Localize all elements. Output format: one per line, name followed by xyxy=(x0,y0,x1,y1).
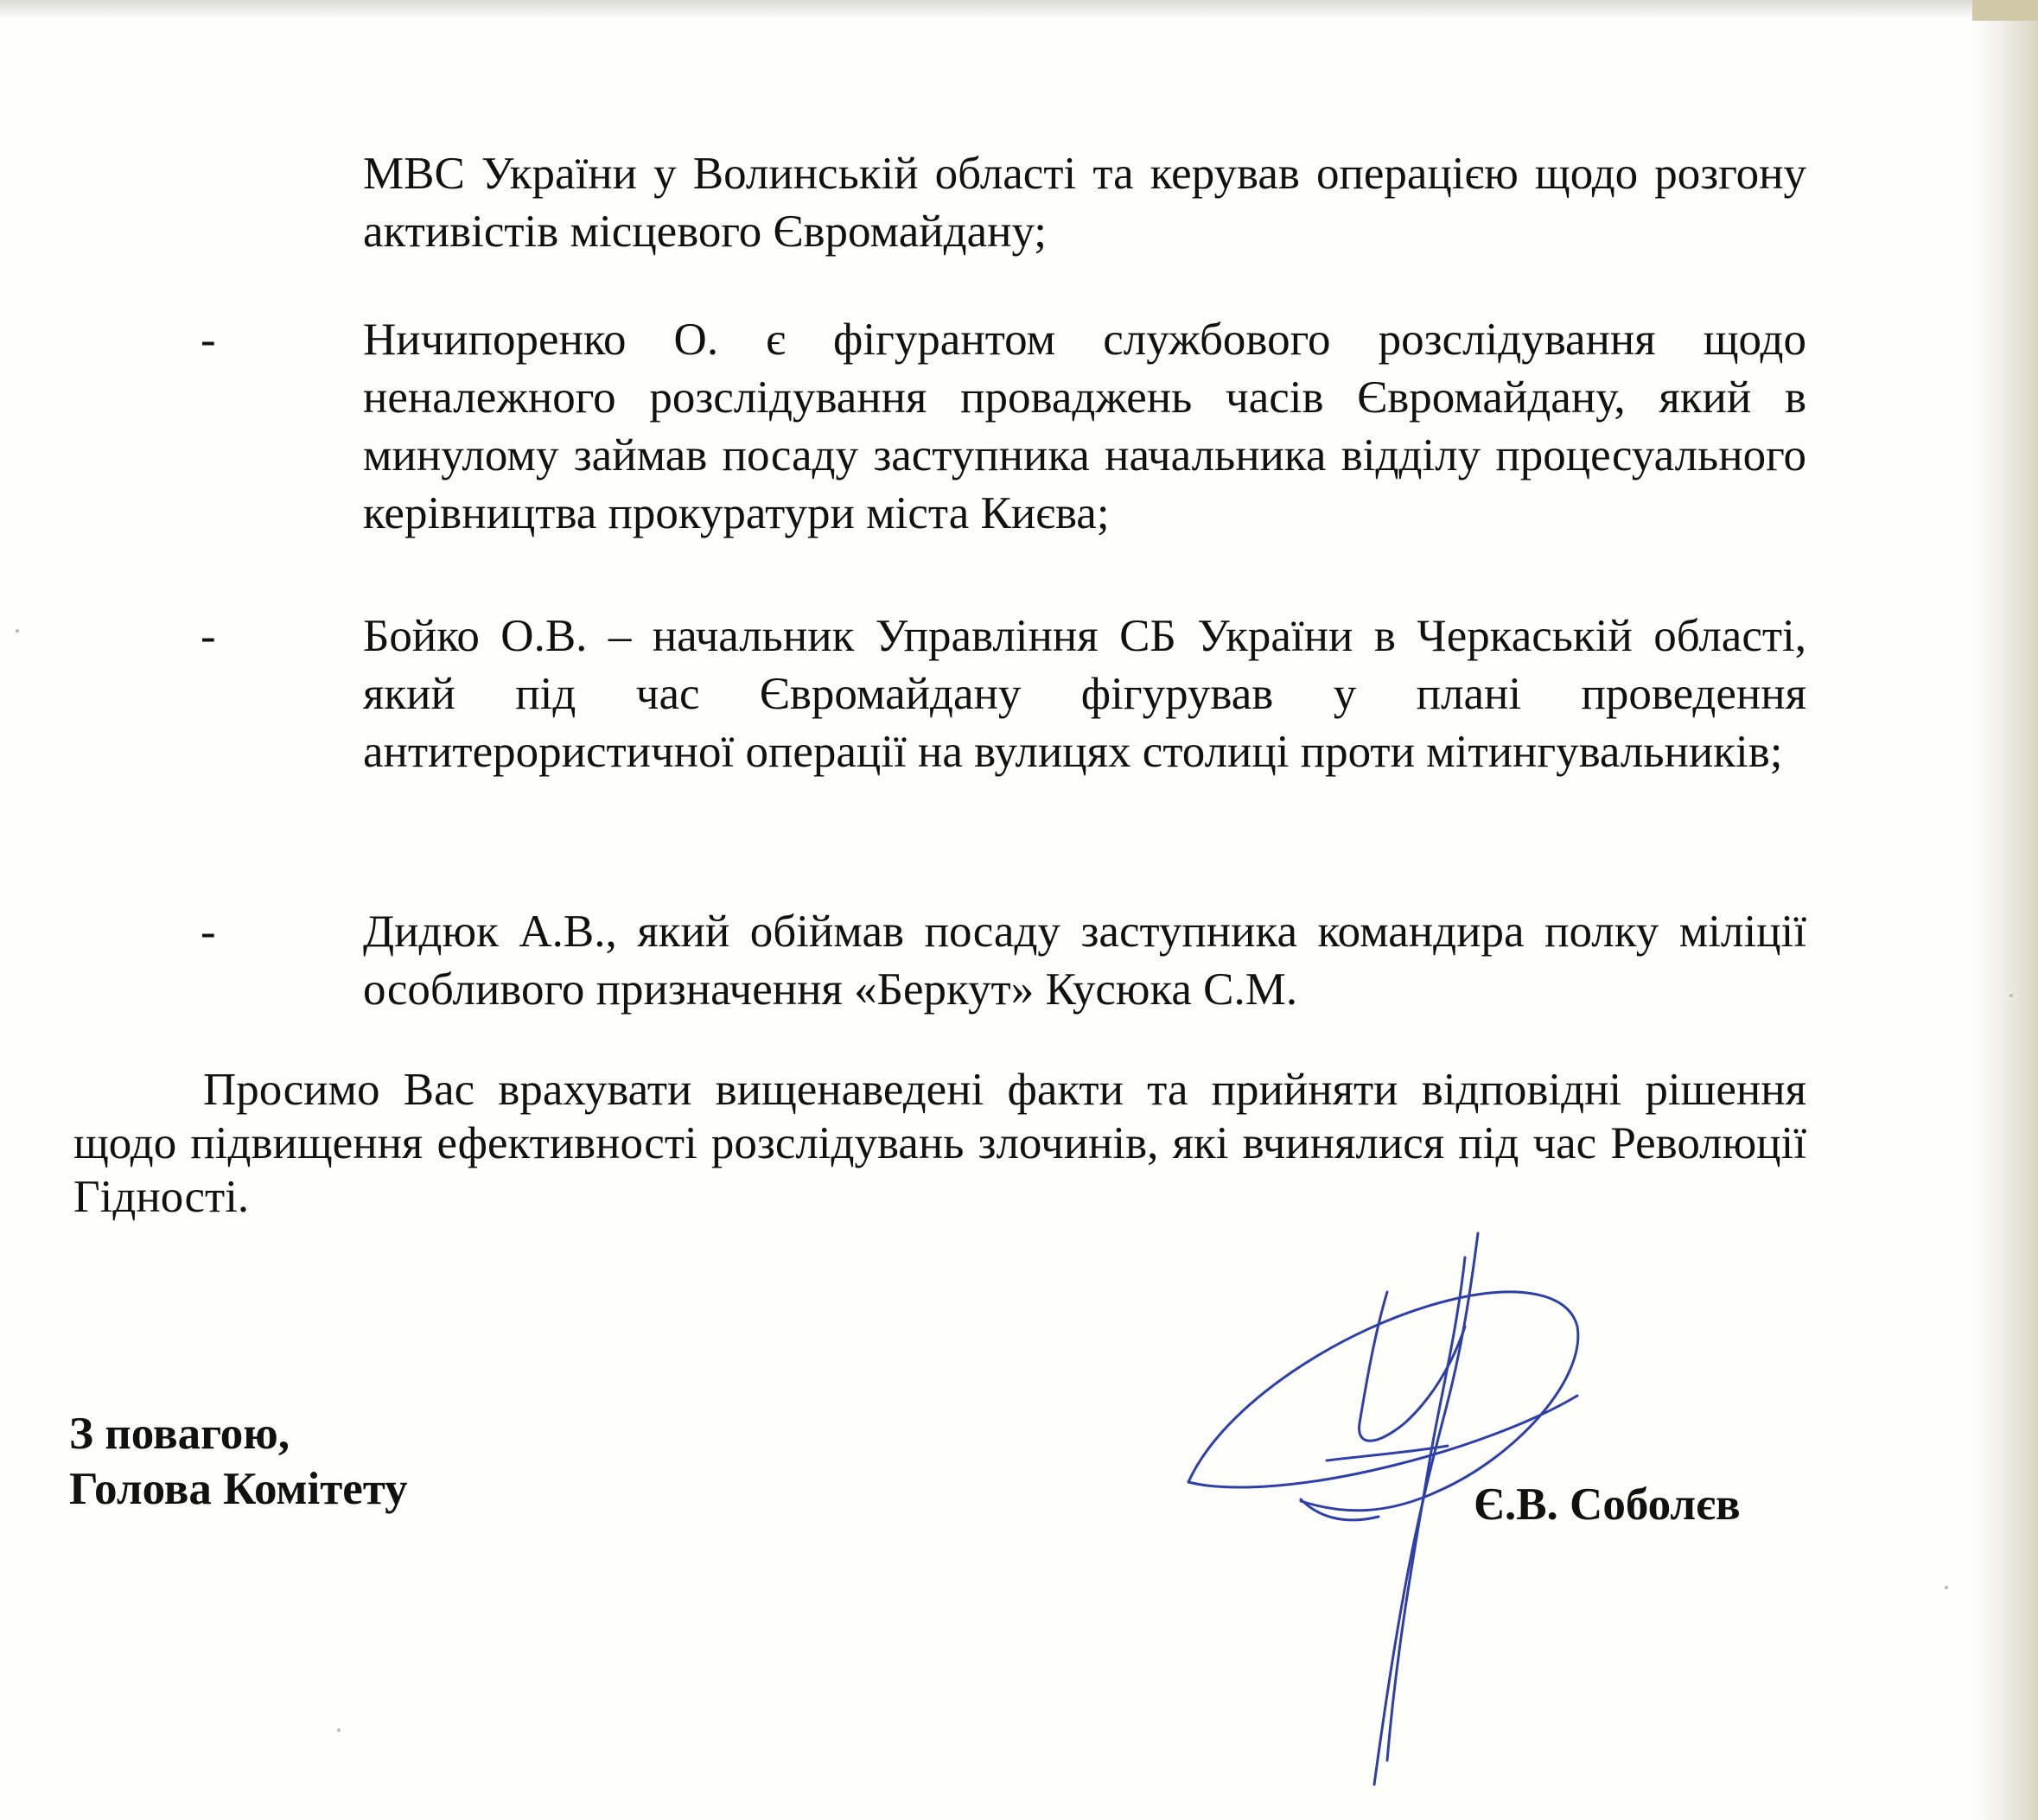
continuation-paragraph: МВС України у Волинській області та керував операцією щодо розгону активістів місцевого Євромайдану; xyxy=(363,149,1806,257)
bullet-item-nychyporenko: Ничипоренко О. є фігурантом службового розслідування щодо неналежного розслідування проваджень часів Євромайдану, який в минулому займав посаду заступника начальника відділу процесуального керівництва прокуратури міста Києва; xyxy=(363,315,1806,538)
scan-speck xyxy=(2009,994,2013,997)
scan-corner-mark xyxy=(1972,0,2038,21)
scan-speck xyxy=(1945,1586,1948,1589)
scan-speck xyxy=(337,1728,341,1732)
signatory-name: Є.В. Соболєв xyxy=(1474,1480,1741,1530)
bullet-item-dydiuk: Дидюк А.В., який обіймав посаду заступника командира полку міліції особливого призначення «Беркут» Кусюка С.М. xyxy=(363,907,1806,1015)
closing-paragraph: Просимо Вас врахувати вищенаведені факти та прийняти відповідні рішення щодо підвищення ефективності розслідувань злочинів, які вчинялися під час Революції Гідності. xyxy=(73,1065,1806,1222)
bullet-item-boiko: Бойко О.В. – начальник Управління СБ України в Черкаській області, який під час Євромайдану фігурував у плані проведення антитерористичної операції на вулицях столиці проти мітингувальників; xyxy=(363,611,1806,777)
scan-right-edge xyxy=(1972,0,2038,1820)
bullet-dash: - xyxy=(201,611,216,661)
bullet-dash: - xyxy=(201,907,216,957)
scan-speck xyxy=(16,629,19,633)
signature-position: Голова Комітету xyxy=(69,1464,408,1514)
scan-top-shadow xyxy=(0,0,2038,19)
signature-salutation: З повагою, xyxy=(69,1409,290,1459)
bullet-dash: - xyxy=(201,315,216,365)
